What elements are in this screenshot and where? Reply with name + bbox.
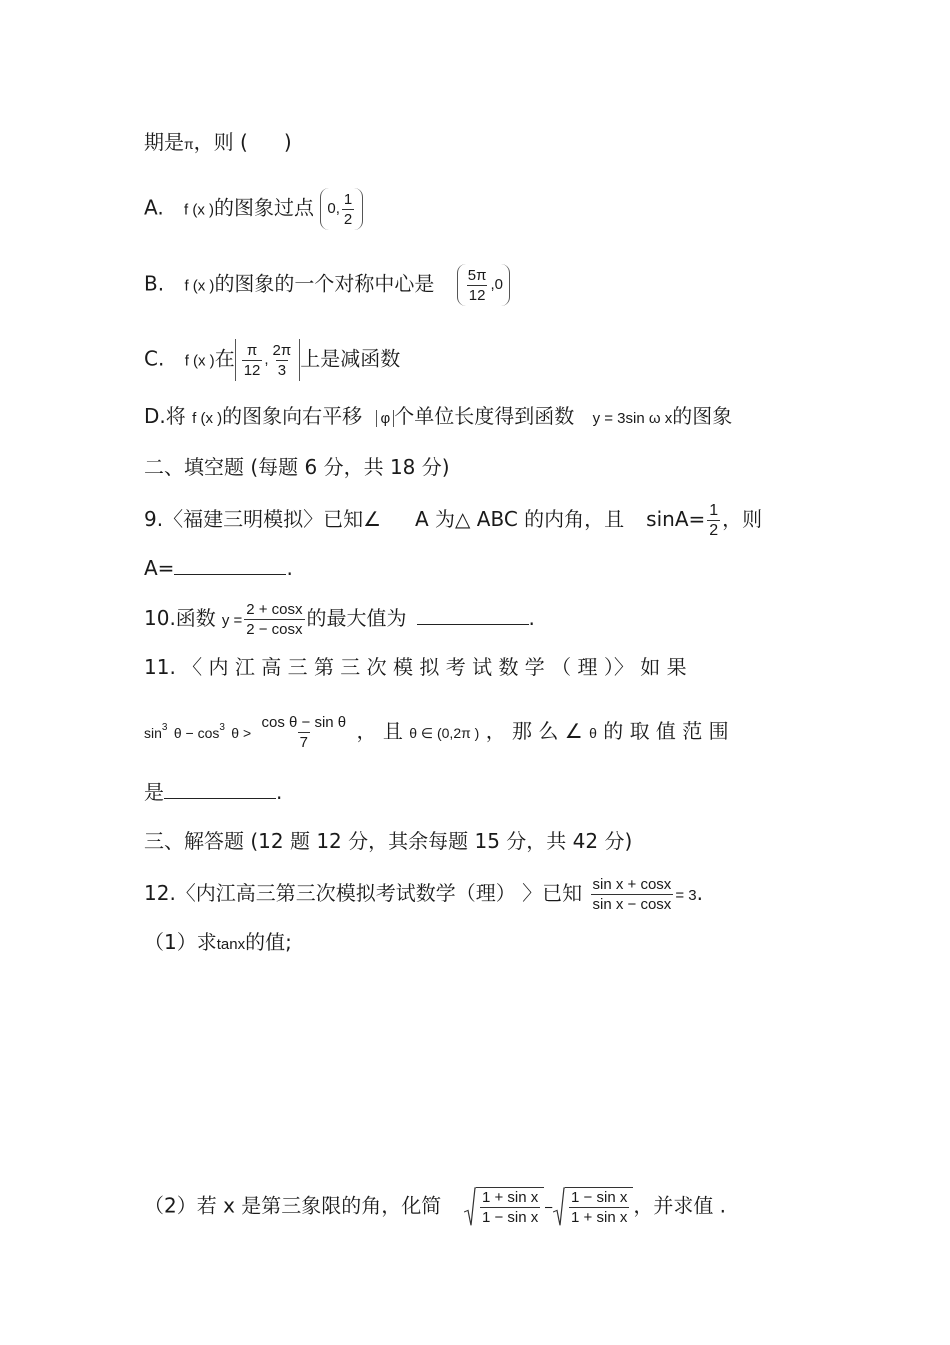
option-c: [144, 339, 400, 381]
section-heading-fill-blank: 二、填空题 (每题 6 分，共 18 分): [144, 455, 450, 479]
option-text: 的图象的一个对称中心是: [214, 271, 435, 296]
abs-phi: φ: [376, 410, 394, 427]
option-text: 的图象向右平移: [222, 404, 363, 428]
numerator: 2π: [272, 341, 292, 359]
q-text: 的值;: [245, 930, 292, 954]
denominator: 12: [468, 286, 486, 304]
q-text: 是: [144, 780, 164, 804]
numerator: [260, 713, 349, 732]
denominator: 12: [243, 361, 261, 379]
minus-sign: −: [544, 1199, 554, 1217]
sqrt-expr-1: [464, 1187, 544, 1227]
fraction: [271, 341, 294, 380]
pi-symbol: π: [184, 136, 194, 152]
q-text: .: [696, 881, 703, 905]
numerator: 2 + cosx: [246, 601, 303, 618]
question-11-condition: [144, 713, 729, 752]
option-label: C.: [144, 346, 165, 371]
q-text: （2）若 x 是第三象限的角，化简: [144, 1193, 442, 1218]
numerator: sin x + cosx: [592, 876, 672, 893]
q-text: ， 且: [356, 719, 403, 743]
math-text: θ − cos: [173, 725, 220, 741]
fraction: [242, 341, 263, 380]
answer-blank[interactable]: [174, 556, 286, 575]
math-text: sin: [144, 725, 162, 741]
q-text: ， 那 么 ∠: [485, 719, 583, 743]
q-text: 的最大值为: [306, 606, 407, 630]
question-11: 11. 〈 内 江 高 三 第 三 次 模 拟 考 试 数 学 （ 理 ）〉 如 果: [144, 655, 687, 679]
numerator: 1: [709, 502, 719, 519]
theta-symbol: θ: [589, 725, 597, 741]
question-9-answer: [144, 554, 293, 582]
q-text: .: [528, 606, 535, 630]
question-10: [144, 600, 535, 639]
option-text: 上是减函数: [300, 346, 401, 371]
sqrt-expr-2: [553, 1187, 633, 1227]
theta-range: θ ∈ (0,2π ): [409, 725, 480, 741]
option-a: [144, 188, 363, 230]
q-text: .: [286, 556, 293, 580]
q-text: 9.〈福建三明模拟〉已知∠: [144, 507, 382, 531]
denominator: 2: [709, 522, 719, 539]
function-fx: f (x ): [184, 277, 215, 295]
option-text: 的图象: [672, 404, 733, 428]
math-text: tanx: [216, 936, 246, 953]
denominator: 2: [343, 210, 353, 228]
fraction: [591, 875, 674, 914]
denominator: sin x − cosx: [592, 896, 672, 913]
text: 期是: [144, 130, 184, 154]
function-fx: f (x ): [184, 352, 215, 370]
q-text: （1）求: [144, 930, 217, 954]
option-text: 的图象过点: [214, 195, 315, 220]
exponent: 3: [219, 722, 225, 733]
option-text: 在: [214, 346, 235, 371]
point-x: 0,: [327, 200, 340, 217]
fraction: [260, 713, 349, 752]
numerator: 5π: [467, 266, 487, 284]
q-text: sinA=: [646, 507, 706, 531]
q-text: .: [276, 780, 283, 804]
numerator-text: cos θ − sin θ: [261, 714, 347, 731]
math-text: θ >: [231, 725, 252, 741]
option-label: A.: [144, 195, 164, 220]
q-text: A 为△ ABC 的内角，且: [415, 507, 625, 531]
point-y: ,0: [490, 276, 504, 293]
function-expr: y = 3sin ω x: [592, 410, 673, 427]
fraction: [244, 600, 304, 639]
fraction: [480, 1188, 540, 1227]
numerator: π: [246, 341, 258, 359]
q-text: 10.函数: [144, 606, 216, 630]
denominator: 1 + sin x: [571, 1209, 628, 1226]
option-text: 个单位长度得到函数: [394, 404, 575, 428]
question-12: [144, 875, 703, 914]
q-text: ，则: [722, 507, 763, 531]
point-paren: [457, 264, 510, 306]
sqrt-symbol: [464, 1187, 476, 1227]
question-stem-end: [144, 128, 292, 158]
fraction: [569, 1188, 629, 1227]
denominator: 1 − sin x: [482, 1209, 539, 1226]
q-text: A=: [144, 556, 175, 580]
section-heading-solve: 三、解答题 (12 题 12 分，其余每题 15 分，共 42 分): [144, 829, 633, 853]
option-label: D.将: [144, 404, 186, 428]
function-fx: f (x ): [192, 410, 223, 427]
option-b: [144, 264, 510, 306]
answer-blank[interactable]: [164, 780, 276, 799]
question-12-part1: [144, 928, 292, 959]
sqrt-symbol: [553, 1187, 565, 1227]
function-fx: f (x ): [184, 201, 215, 219]
question-11-answer: [144, 778, 282, 806]
option-label: B.: [144, 271, 165, 296]
fraction: [466, 266, 489, 305]
text: ，则 (: [193, 130, 248, 154]
numerator: 1 + sin x: [482, 1189, 539, 1206]
question-9: [144, 501, 762, 540]
interval-bracket: $\frac{\pi}{12}$ , $\frac{2\pi}{3}$: [235, 339, 301, 381]
denominator: 3: [277, 361, 287, 379]
math-text: = 3: [675, 887, 697, 904]
denominator: 2 − cosx: [246, 621, 303, 638]
q-text: 的 取 值 范 围: [603, 719, 729, 743]
math-y: y =: [221, 612, 243, 629]
question-12-part2: [144, 1187, 726, 1227]
exponent: 3: [161, 722, 168, 733]
point-paren: [320, 188, 363, 230]
text: ): [283, 130, 292, 154]
denominator: 7: [299, 734, 308, 751]
q-text: ，并求值 .: [633, 1193, 727, 1218]
answer-blank[interactable]: [417, 606, 529, 625]
fraction: [707, 501, 720, 540]
numerator: 1 − sin x: [571, 1189, 628, 1206]
fraction: [342, 190, 354, 229]
q-text: 12.〈内江高三第三次模拟考试数学（理） 〉已知: [144, 881, 583, 905]
numerator: 1: [343, 190, 353, 208]
option-d: [144, 402, 732, 433]
